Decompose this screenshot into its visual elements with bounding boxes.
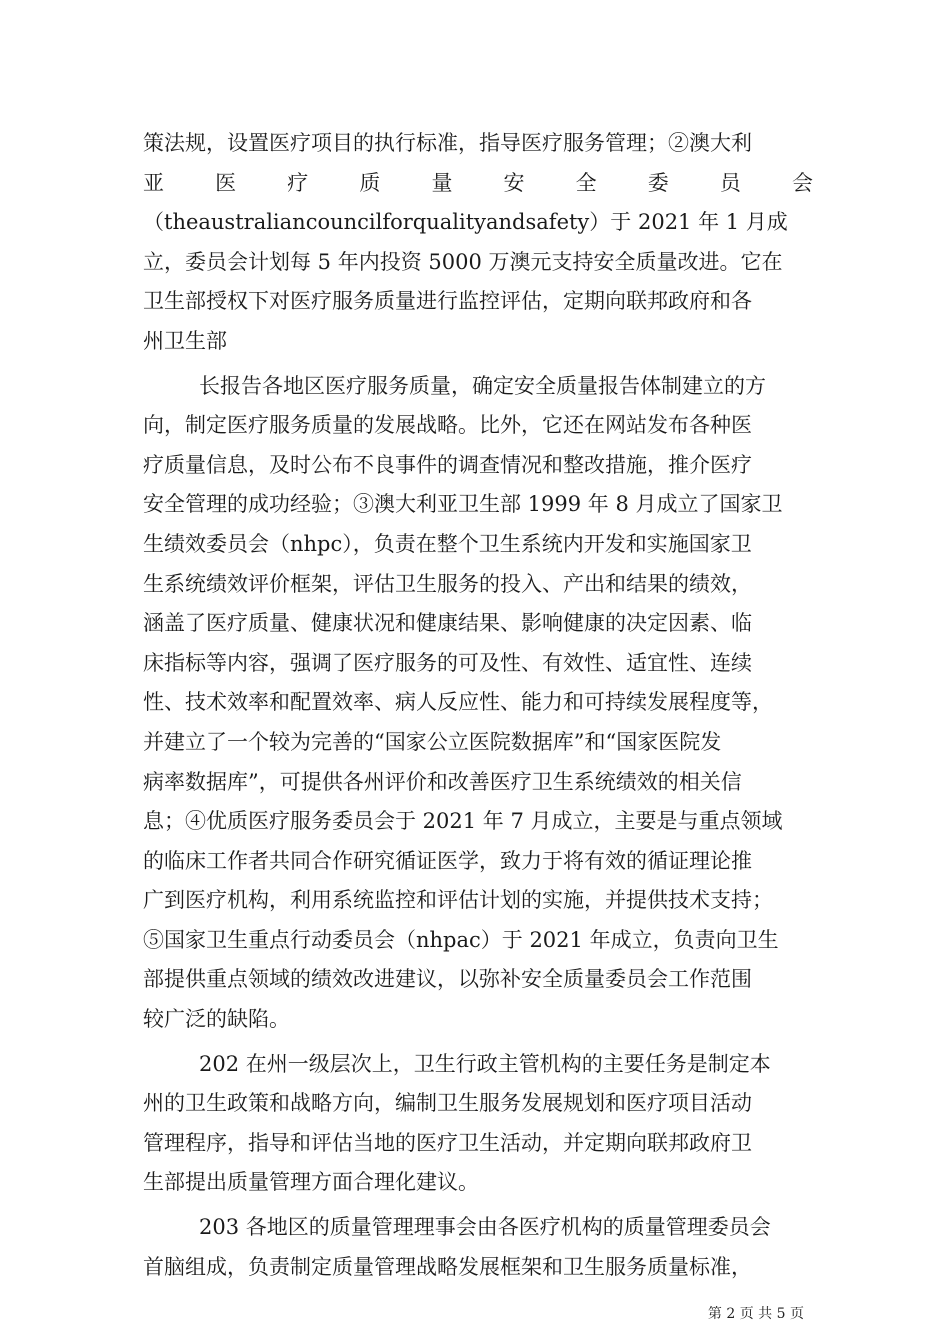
text-line: 州卫生部 xyxy=(143,328,227,353)
text-char: 会 xyxy=(791,170,813,195)
text-line: 州的卫生政策和战略方向，编制卫生服务发展规划和医疗项目活动 xyxy=(143,1091,752,1116)
text-line: ⑤国家卫生重点行动委员会（nhpac）于 2021 年成立，负责向卫生 xyxy=(143,927,779,952)
text-char: 全 xyxy=(575,170,597,195)
paragraph-first-line: 202 在州一级层次上，卫生行政主管机构的主要任务是制定本 xyxy=(199,1051,771,1076)
text-char: 量 xyxy=(431,170,453,195)
text-line: 涵盖了医疗质量、健康状况和健康结果、影响健康的决定因素、临 xyxy=(143,611,752,636)
text-line: 立，委员会计划每 5 年内投资 5000 万澳元支持安全质量改进。它在 xyxy=(143,249,783,274)
page-number: 第 2 页 共 5 页 xyxy=(707,1306,804,1322)
text-char: 医 xyxy=(215,170,237,195)
text-line: 安全管理的成功经验；③澳大利亚卫生部 1999 年 8 月成立了国家卫 xyxy=(143,492,783,517)
text-line: 息；④优质医疗服务委员会于 2021 年 7 月成立，主要是与重点领域 xyxy=(143,809,783,834)
text-line: 疗质量信息，及时公布不良事件的调查情况和整改措施，推介医疗 xyxy=(143,452,752,477)
text-line: 卫生部授权下对医疗服务质量进行监控评估，定期向联邦政府和各 xyxy=(143,289,752,314)
text-char: 委 xyxy=(647,170,669,195)
text-line: 管理程序，指导和评估当地的医疗卫生活动，并定期向联邦政府卫 xyxy=(143,1130,752,1155)
text-line: 病率数据库”，可提供各州评价和改善医疗卫生系统绩效的相关信 xyxy=(143,769,742,794)
paragraph-first-line: 203 各地区的质量管理理事会由各医疗机构的质量管理委员会 xyxy=(199,1215,771,1240)
text-line: 性、技术效率和配置效率、病人反应性、能力和可持续发展程度等， xyxy=(143,690,773,715)
text-line: 生部提出质量管理方面合理化建议。 xyxy=(143,1170,479,1195)
text-char: 亚 xyxy=(143,170,164,195)
text-line: 的临床工作者共同合作研究循证医学，致力于将有效的循证理论推 xyxy=(143,848,752,873)
text-line: 生绩效委员会（nhpc），负责在整个卫生系统内开发和实施国家卫 xyxy=(143,531,752,556)
text-line: 部提供重点领域的绩效改进建议，以弥补安全质量委员会工作范围 xyxy=(143,967,752,992)
text-char: 疗 xyxy=(287,170,309,195)
body-text xyxy=(143,124,813,1287)
text-line: 向，制定医疗服务质量的发展战略。比外，它还在网站发布各种医 xyxy=(143,413,752,438)
paragraph-first-line: 长报告各地区医疗服务质量，确定安全质量报告体制建立的方 xyxy=(199,373,766,398)
text-line: 并建立了一个较为完善的“国家公立医院数据库”和“国家医院发 xyxy=(143,729,722,754)
text-char: 员 xyxy=(719,170,741,195)
text-char: 安 xyxy=(503,170,525,195)
text-line: 床指标等内容，强调了医疗服务的可及性、有效性、适宜性、连续 xyxy=(143,650,752,675)
text-char: 质 xyxy=(359,170,381,195)
text-line: 较广泛的缺陷。 xyxy=(143,1007,290,1032)
text-line: （theaustraliancouncilforqualityandsafety）于 2021 年 1 月成 xyxy=(143,210,788,235)
text-line: 首脑组成，负责制定质量管理战略发展框架和卫生服务质量标准， xyxy=(143,1254,752,1279)
text-line: 广到医疗机构，利用系统监控和评估计划的实施，并提供技术支持； xyxy=(143,888,773,913)
text-line-justified xyxy=(143,164,813,204)
text-line: 策法规，设置医疗项目的执行标准，指导医疗服务管理；②澳大利 xyxy=(143,131,752,155)
text-line: 生系统绩效评价框架，评估卫生服务的投入、产出和结果的绩效， xyxy=(143,571,752,596)
